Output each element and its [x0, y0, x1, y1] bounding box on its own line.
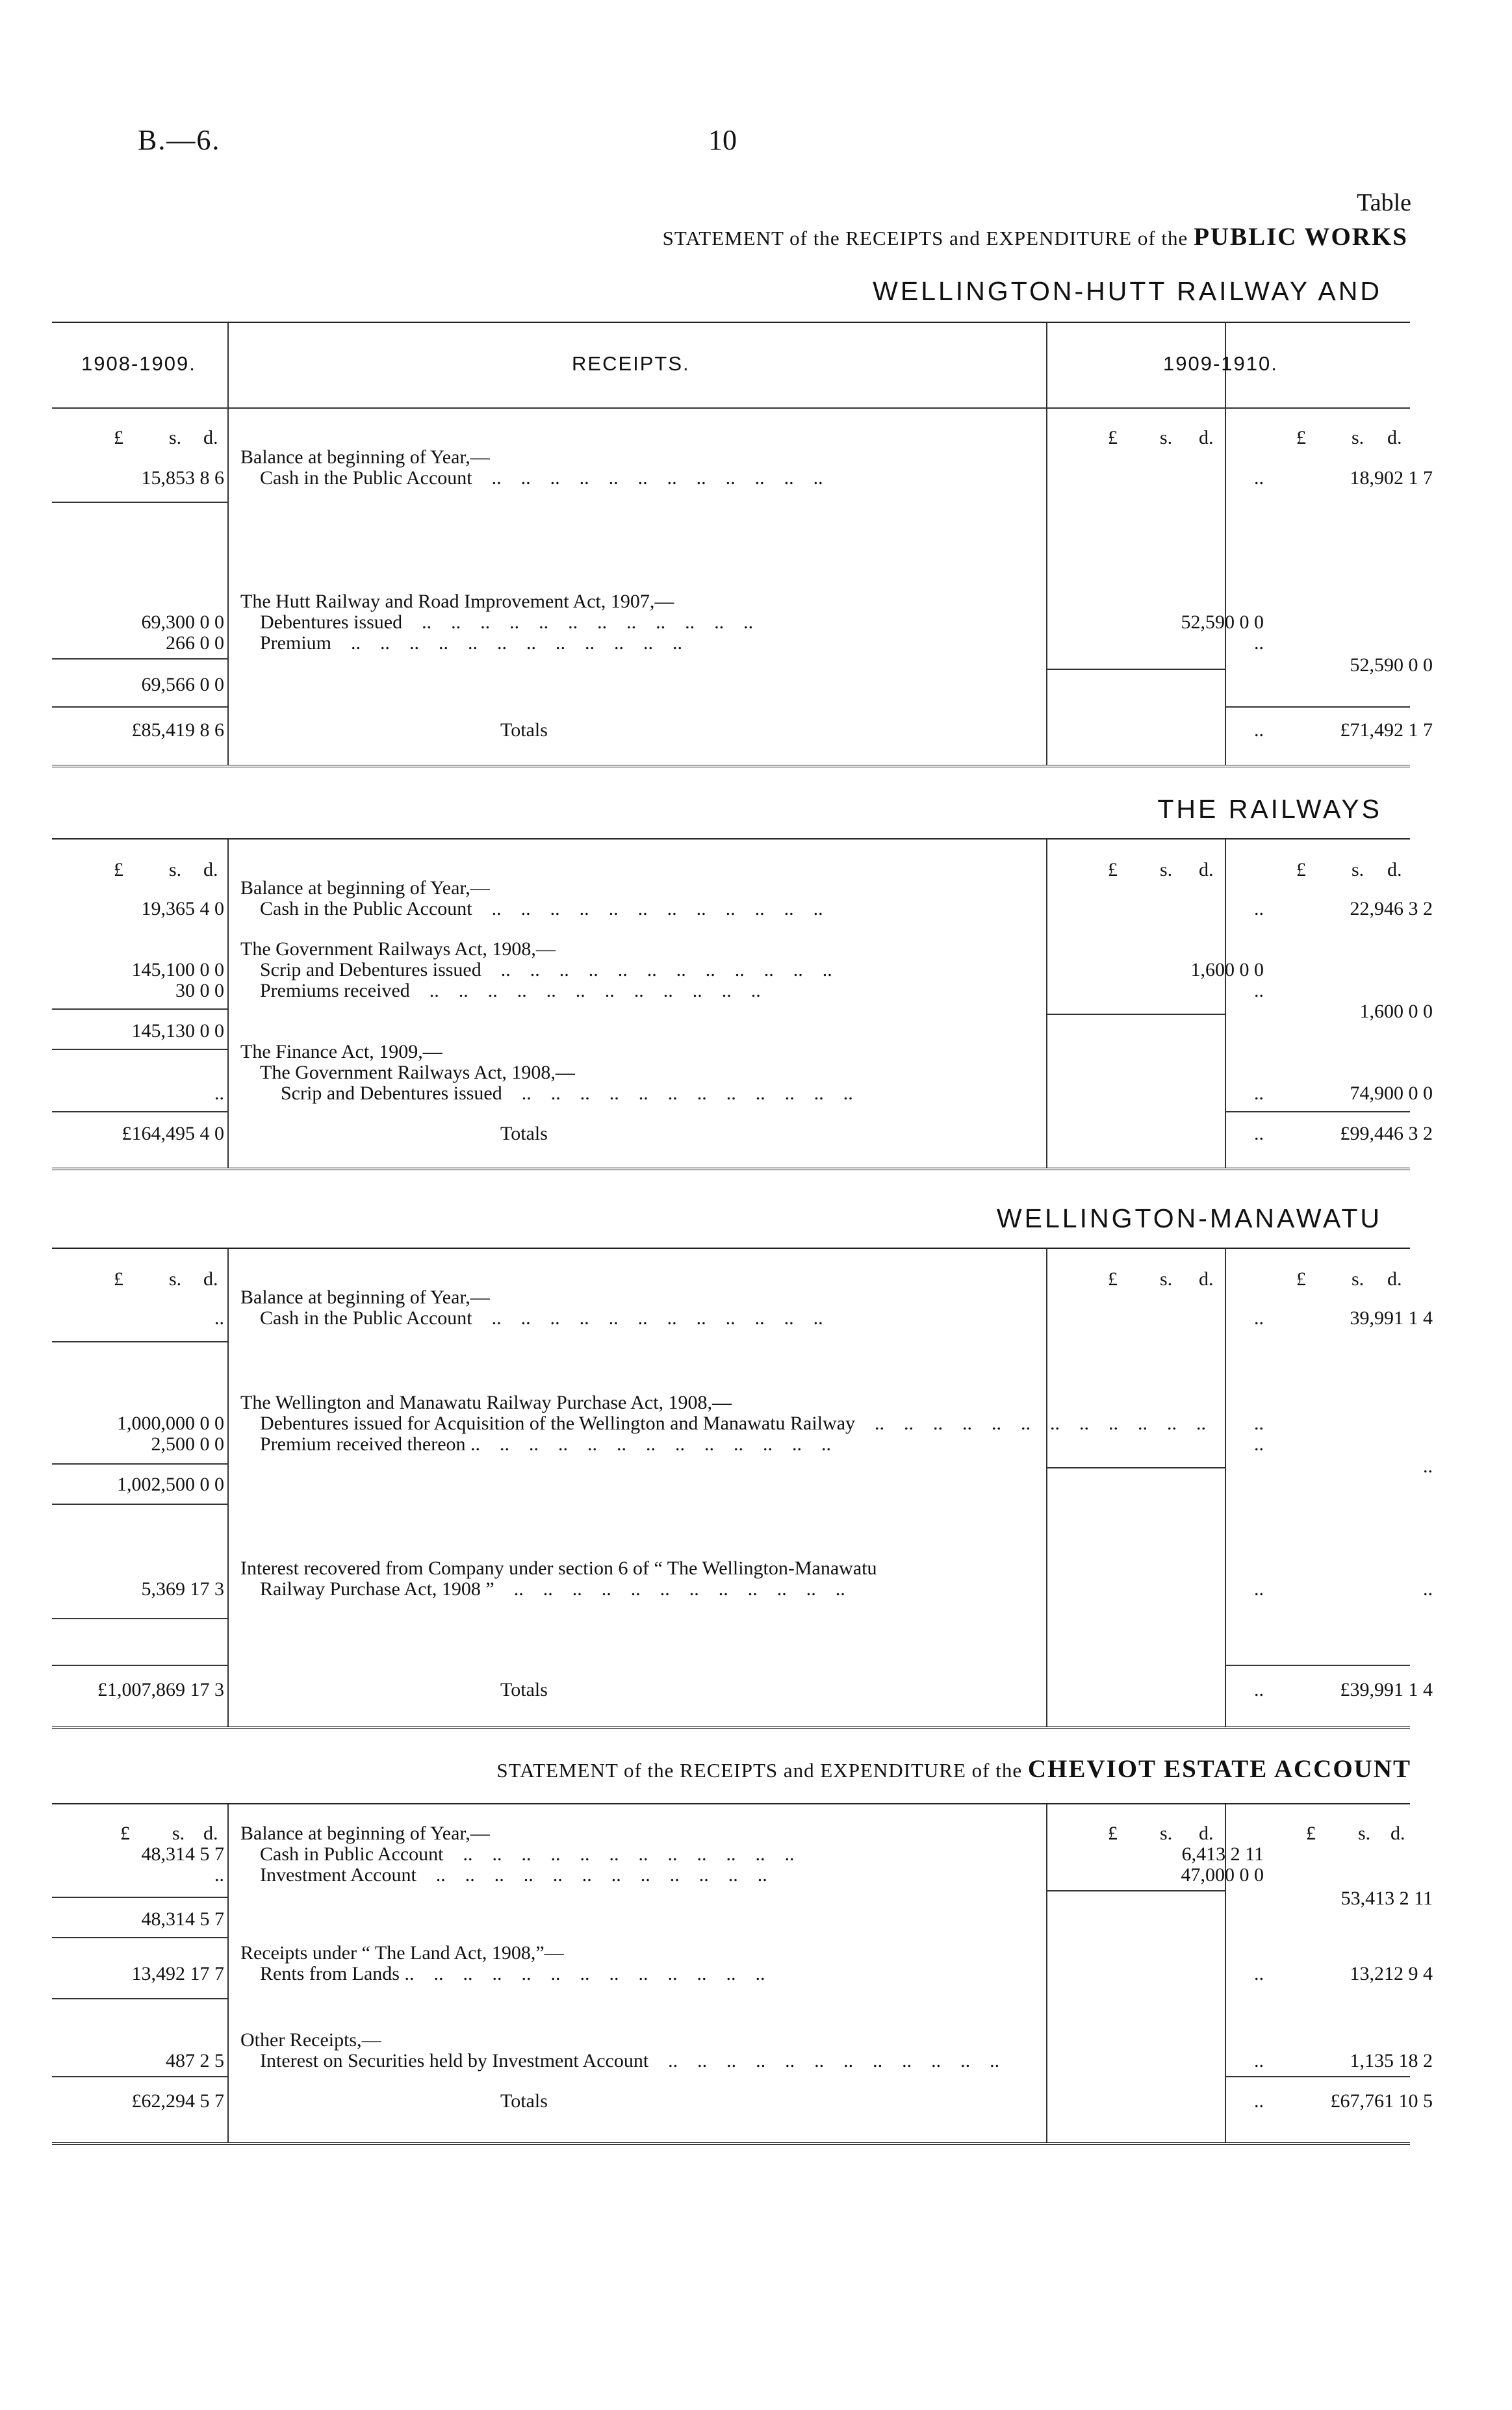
row-curr-amount: 74,900 0 0	[1350, 1083, 1433, 1104]
section-title-wellington-hutt: WELLINGTON-HUTT RAILWAY AND	[873, 276, 1382, 306]
total-prev: £164,495 4 0	[122, 1123, 224, 1144]
table-row	[52, 674, 1410, 696]
lsd-d: d.	[1199, 1268, 1214, 1290]
lsd-s: s.	[169, 427, 182, 448]
row-description: Balance at beginning of Year,—	[240, 446, 490, 468]
row-prev-amount: 69,566 0 0	[141, 674, 224, 695]
table-wellington-manawatu	[52, 1248, 1433, 1729]
lsd-d: d.	[1387, 859, 1402, 880]
table-row	[52, 1942, 1410, 1964]
row-mid-amount: ..	[1254, 1413, 1264, 1434]
table-row	[52, 1062, 1410, 1084]
lsd-s: s.	[172, 1823, 185, 1844]
table-row	[52, 1843, 1410, 1865]
table-row	[52, 1823, 1410, 1845]
row-description: Receipts under “ The Land Act, 1908,”—	[240, 1942, 564, 1964]
table-row	[52, 1392, 1410, 1414]
statement-prefix: STATEMENT of the RECEIPTS and EXPENDITURE of the	[662, 227, 1188, 250]
lsd-s: s.	[1352, 859, 1365, 880]
lsd-pound: £	[114, 1268, 123, 1290]
statement-title-cheviot	[496, 1754, 1411, 1784]
totals-label: Totals	[500, 2090, 548, 2112]
row-mid-amount: ..	[1254, 1433, 1264, 1455]
statement-title-public-works	[663, 222, 1408, 251]
row-description: Scrip and Debentures issued .. .. .. .. .. .. .. .. .. .. .. ..	[260, 959, 852, 981]
row-description: Premium .. .. .. .. .. .. .. .. .. .. .. ..	[260, 632, 702, 654]
row-prev-amount: 15,853 8 6	[141, 467, 224, 489]
row-curr-amount: 22,946 3 2	[1350, 898, 1433, 919]
total-mid: ..	[1254, 719, 1264, 741]
total-prev: £1,007,869 17 3	[97, 1679, 224, 1700]
row-mid-amount: 1,600 0 0	[1190, 959, 1264, 981]
table-row	[52, 654, 1433, 676]
statement-prefix: STATEMENT of the RECEIPTS and EXPENDITURE of the	[496, 1759, 1023, 1782]
row-description: The Hutt Railway and Road Improvement Act, 1907,—	[240, 591, 674, 612]
totals-label: Totals	[500, 1679, 548, 1700]
lsd-pound: £	[1108, 1268, 1118, 1290]
totals-label: Totals	[500, 719, 548, 741]
table-row	[52, 632, 1410, 654]
row-prev-amount: 48,314 5 7	[141, 1843, 224, 1865]
total-curr: £67,761 10 5	[1330, 2090, 1433, 2112]
lsd-d: d.	[203, 427, 218, 448]
total-mid: ..	[1254, 1123, 1264, 1144]
table-the-railways	[52, 838, 1433, 1170]
row-description: Scrip and Debentures issued .. .. .. .. .. .. .. .. .. .. .. ..	[281, 1083, 873, 1104]
table-row	[52, 1287, 1410, 1309]
row-mid-amount: 47,000 0 0	[1181, 1864, 1264, 1886]
row-description: Investment Account .. .. .. .. .. .. .. .. .. .. .. ..	[260, 1864, 787, 1886]
lsd-pound: £	[1296, 859, 1306, 880]
col-head-1908-1909: 1908-1909.	[81, 352, 196, 375]
total-mid: ..	[1254, 2090, 1264, 2112]
row-description: The Wellington and Manawatu Railway Purchase Act, 1908,—	[240, 1392, 732, 1413]
lsd-s: s.	[1358, 1823, 1371, 1844]
lsd-pound: £	[114, 427, 123, 448]
row-description: Debentures issued for Acquisition of the Wellington and Manawatu Railway .. .. .. .. .. .. .. .. .. .. .. ..	[260, 1413, 1226, 1434]
row-description: Premium received thereon .. .. .. .. .. .. .. .. .. .. .. .. ..	[260, 1433, 851, 1455]
row-description: Interest on Securities held by Investment Account .. .. .. .. .. .. .. .. .. .. .. ..	[260, 2050, 1019, 2071]
row-mid-amount: ..	[1254, 1083, 1264, 1104]
section-title-wellington-manawatu: WELLINGTON-MANAWATU	[996, 1203, 1382, 1233]
row-prev-amount: 48,314 5 7	[141, 1908, 224, 1930]
lsd-d: d.	[203, 1823, 218, 1844]
lsd-pound: £	[1306, 1823, 1316, 1844]
row-mid-amount: ..	[1254, 632, 1264, 654]
row-description: The Government Railways Act, 1908,—	[240, 938, 556, 960]
table-row	[52, 1864, 1410, 1886]
row-mid-amount: ..	[1254, 1307, 1264, 1329]
lsd-pound: £	[120, 1823, 130, 1844]
table-row	[52, 611, 1410, 634]
total-prev: £62,294 5 7	[131, 2090, 224, 2112]
row-prev-amount: 69,300 0 0	[141, 611, 224, 633]
row-prev-amount: 266 0 0	[166, 632, 224, 654]
row-prev-amount: 1,002,500 0 0	[117, 1474, 224, 1495]
row-curr-amount: 39,991 1 4	[1350, 1307, 1433, 1329]
lsd-pound: £	[1296, 427, 1306, 448]
lsd-s: s.	[169, 1268, 182, 1290]
col-head-1909-1910: 1909-1910.	[1163, 352, 1278, 375]
total-prev: £85,419 8 6	[131, 719, 224, 741]
totals-row	[52, 1123, 1433, 1145]
statement-bold: CHEVIOT ESTATE ACCOUNT	[1027, 1755, 1411, 1783]
lsd-d: d.	[1199, 859, 1214, 880]
row-curr-amount: 1,600 0 0	[1359, 1001, 1433, 1022]
row-description: The Government Railways Act, 1908,—	[260, 1062, 575, 1083]
page-number: 10	[708, 124, 737, 156]
row-prev-amount: 30 0 0	[175, 980, 224, 1001]
row-mid-amount: ..	[1254, 1578, 1264, 1600]
row-curr-amount: ..	[1423, 1455, 1433, 1477]
table-row	[52, 1963, 1433, 1985]
table-row	[52, 591, 1410, 613]
lsd-d: d.	[203, 1268, 218, 1290]
table-row	[52, 1041, 1410, 1063]
row-prev-amount: 1,000,000 0 0	[117, 1413, 224, 1434]
table-row	[52, 1307, 1433, 1329]
row-prev-amount: ..	[214, 1864, 224, 1886]
lsd-s: s.	[1160, 1823, 1173, 1844]
totals-row	[52, 719, 1433, 741]
row-description: Balance at beginning of Year,—	[240, 1823, 490, 1844]
total-mid: ..	[1254, 1679, 1264, 1700]
statement-bold: PUBLIC WORKS	[1194, 223, 1408, 251]
table-row	[52, 1001, 1433, 1023]
totals-row	[52, 1679, 1433, 1701]
row-description: Cash in the Public Account .. .. .. .. .. .. .. .. .. .. .. ..	[260, 1307, 843, 1329]
row-mid-amount: ..	[1254, 898, 1264, 919]
row-mid-amount: ..	[1254, 1963, 1264, 1984]
table-row	[52, 2029, 1410, 2051]
row-curr-amount: 13,212 9 4	[1350, 1963, 1433, 1984]
row-curr-amount: 52,590 0 0	[1350, 654, 1433, 676]
table-row	[52, 1433, 1410, 1455]
row-description: Debentures issued .. .. .. .. .. .. .. .. .. .. .. ..	[260, 611, 773, 633]
section-title-the-railways: THE RAILWAYS	[1157, 794, 1382, 824]
lsd-d: d.	[203, 859, 218, 880]
lsd-s: s.	[1160, 859, 1173, 880]
lsd-d: d.	[1387, 1268, 1402, 1290]
col-head-receipts: RECEIPTS.	[572, 352, 690, 375]
lsd-d: d.	[1390, 1823, 1405, 1844]
lsd-pound: £	[1296, 1268, 1306, 1290]
table-row	[52, 1020, 1410, 1042]
lsd-pound: £	[1108, 427, 1118, 448]
row-mid-amount: ..	[1254, 467, 1264, 489]
row-description: Premiums received .. .. .. .. .. .. .. .. .. .. .. ..	[260, 980, 780, 1001]
row-description: The Finance Act, 1909,—	[240, 1041, 442, 1062]
lsd-d: d.	[1387, 427, 1402, 448]
lsd-s: s.	[1352, 1268, 1365, 1290]
table-label: Table	[1357, 189, 1411, 216]
table-wellington-hutt	[52, 322, 1433, 767]
table-row	[52, 2050, 1433, 2072]
row-prev-amount: 145,130 0 0	[131, 1020, 224, 1042]
total-curr: £99,446 3 2	[1340, 1123, 1433, 1144]
table-row	[52, 467, 1433, 489]
row-prev-amount: 2,500 0 0	[151, 1433, 224, 1455]
row-description: Interest recovered from Company under section 6 of “ The Wellington-Manawatu	[240, 1558, 877, 1579]
row-prev-amount: 145,100 0 0	[131, 959, 224, 981]
row-description: Cash in the Public Account .. .. .. .. .. .. .. .. .. .. .. ..	[260, 898, 843, 919]
row-description: Cash in Public Account .. .. .. .. .. .. .. .. .. .. .. ..	[260, 1843, 814, 1865]
row-mid-amount: ..	[1254, 980, 1264, 1001]
row-curr-amount: 18,902 1 7	[1350, 467, 1433, 489]
row-description: Balance at beginning of Year,—	[240, 877, 490, 899]
row-curr-amount: ..	[1423, 1578, 1433, 1600]
row-prev-amount: ..	[214, 1083, 224, 1104]
lsd-d: d.	[1199, 427, 1214, 448]
lsd-s: s.	[1160, 427, 1173, 448]
row-description: Other Receipts,—	[240, 2029, 381, 2051]
row-curr-amount: 53,413 2 11	[1340, 1888, 1433, 1909]
lsd-s: s.	[1160, 1268, 1173, 1290]
row-mid-amount: 52,590 0 0	[1181, 611, 1264, 633]
table-row	[52, 1908, 1410, 1930]
row-description: Rents from Lands .. .. .. .. .. .. .. .. .. .. .. .. ..	[260, 1963, 785, 1984]
row-curr-amount: 1,135 18 2	[1350, 2050, 1433, 2071]
table-row	[52, 1888, 1433, 1910]
row-mid-amount: 6,413 2 11	[1181, 1843, 1264, 1865]
table-row	[52, 980, 1410, 1002]
table-cheviot-estate	[52, 1803, 1433, 2145]
total-curr: £71,492 1 7	[1340, 719, 1433, 741]
row-prev-amount: 487 2 5	[166, 2050, 224, 2071]
row-prev-amount: 19,365 4 0	[141, 898, 224, 919]
totals-label: Totals	[500, 1123, 548, 1144]
row-mid-amount: ..	[1254, 2050, 1264, 2071]
lsd-s: s.	[1352, 427, 1365, 448]
lsd-pound: £	[1108, 859, 1118, 880]
table-row	[52, 1558, 1410, 1580]
table-row	[52, 938, 1410, 960]
table-row	[52, 959, 1410, 981]
table-row	[52, 898, 1433, 920]
table-row	[52, 877, 1410, 899]
lsd-pound: £	[1108, 1823, 1118, 1844]
document-reference: B.—6.	[138, 124, 221, 156]
row-prev-amount: 5,369 17 3	[141, 1578, 224, 1600]
row-description: Cash in the Public Account .. .. .. .. .. .. .. .. .. .. .. ..	[260, 467, 843, 489]
row-description: Balance at beginning of Year,—	[240, 1287, 490, 1308]
row-prev-amount: ..	[214, 1307, 224, 1329]
lsd-s: s.	[169, 859, 182, 880]
row-prev-amount: 13,492 17 7	[131, 1963, 224, 1984]
lsd-pound: £	[114, 859, 123, 880]
totals-row	[52, 2090, 1433, 2112]
table-row	[52, 1413, 1410, 1435]
table-row	[52, 1083, 1433, 1105]
lsd-d: d.	[1199, 1823, 1214, 1844]
table-row	[52, 1578, 1433, 1600]
table-row	[52, 1474, 1410, 1496]
table-row	[52, 446, 1410, 468]
total-curr: £39,991 1 4	[1340, 1679, 1433, 1700]
row-description: Railway Purchase Act, 1908 ” .. .. .. .. .. .. .. .. .. .. .. ..	[260, 1578, 865, 1600]
